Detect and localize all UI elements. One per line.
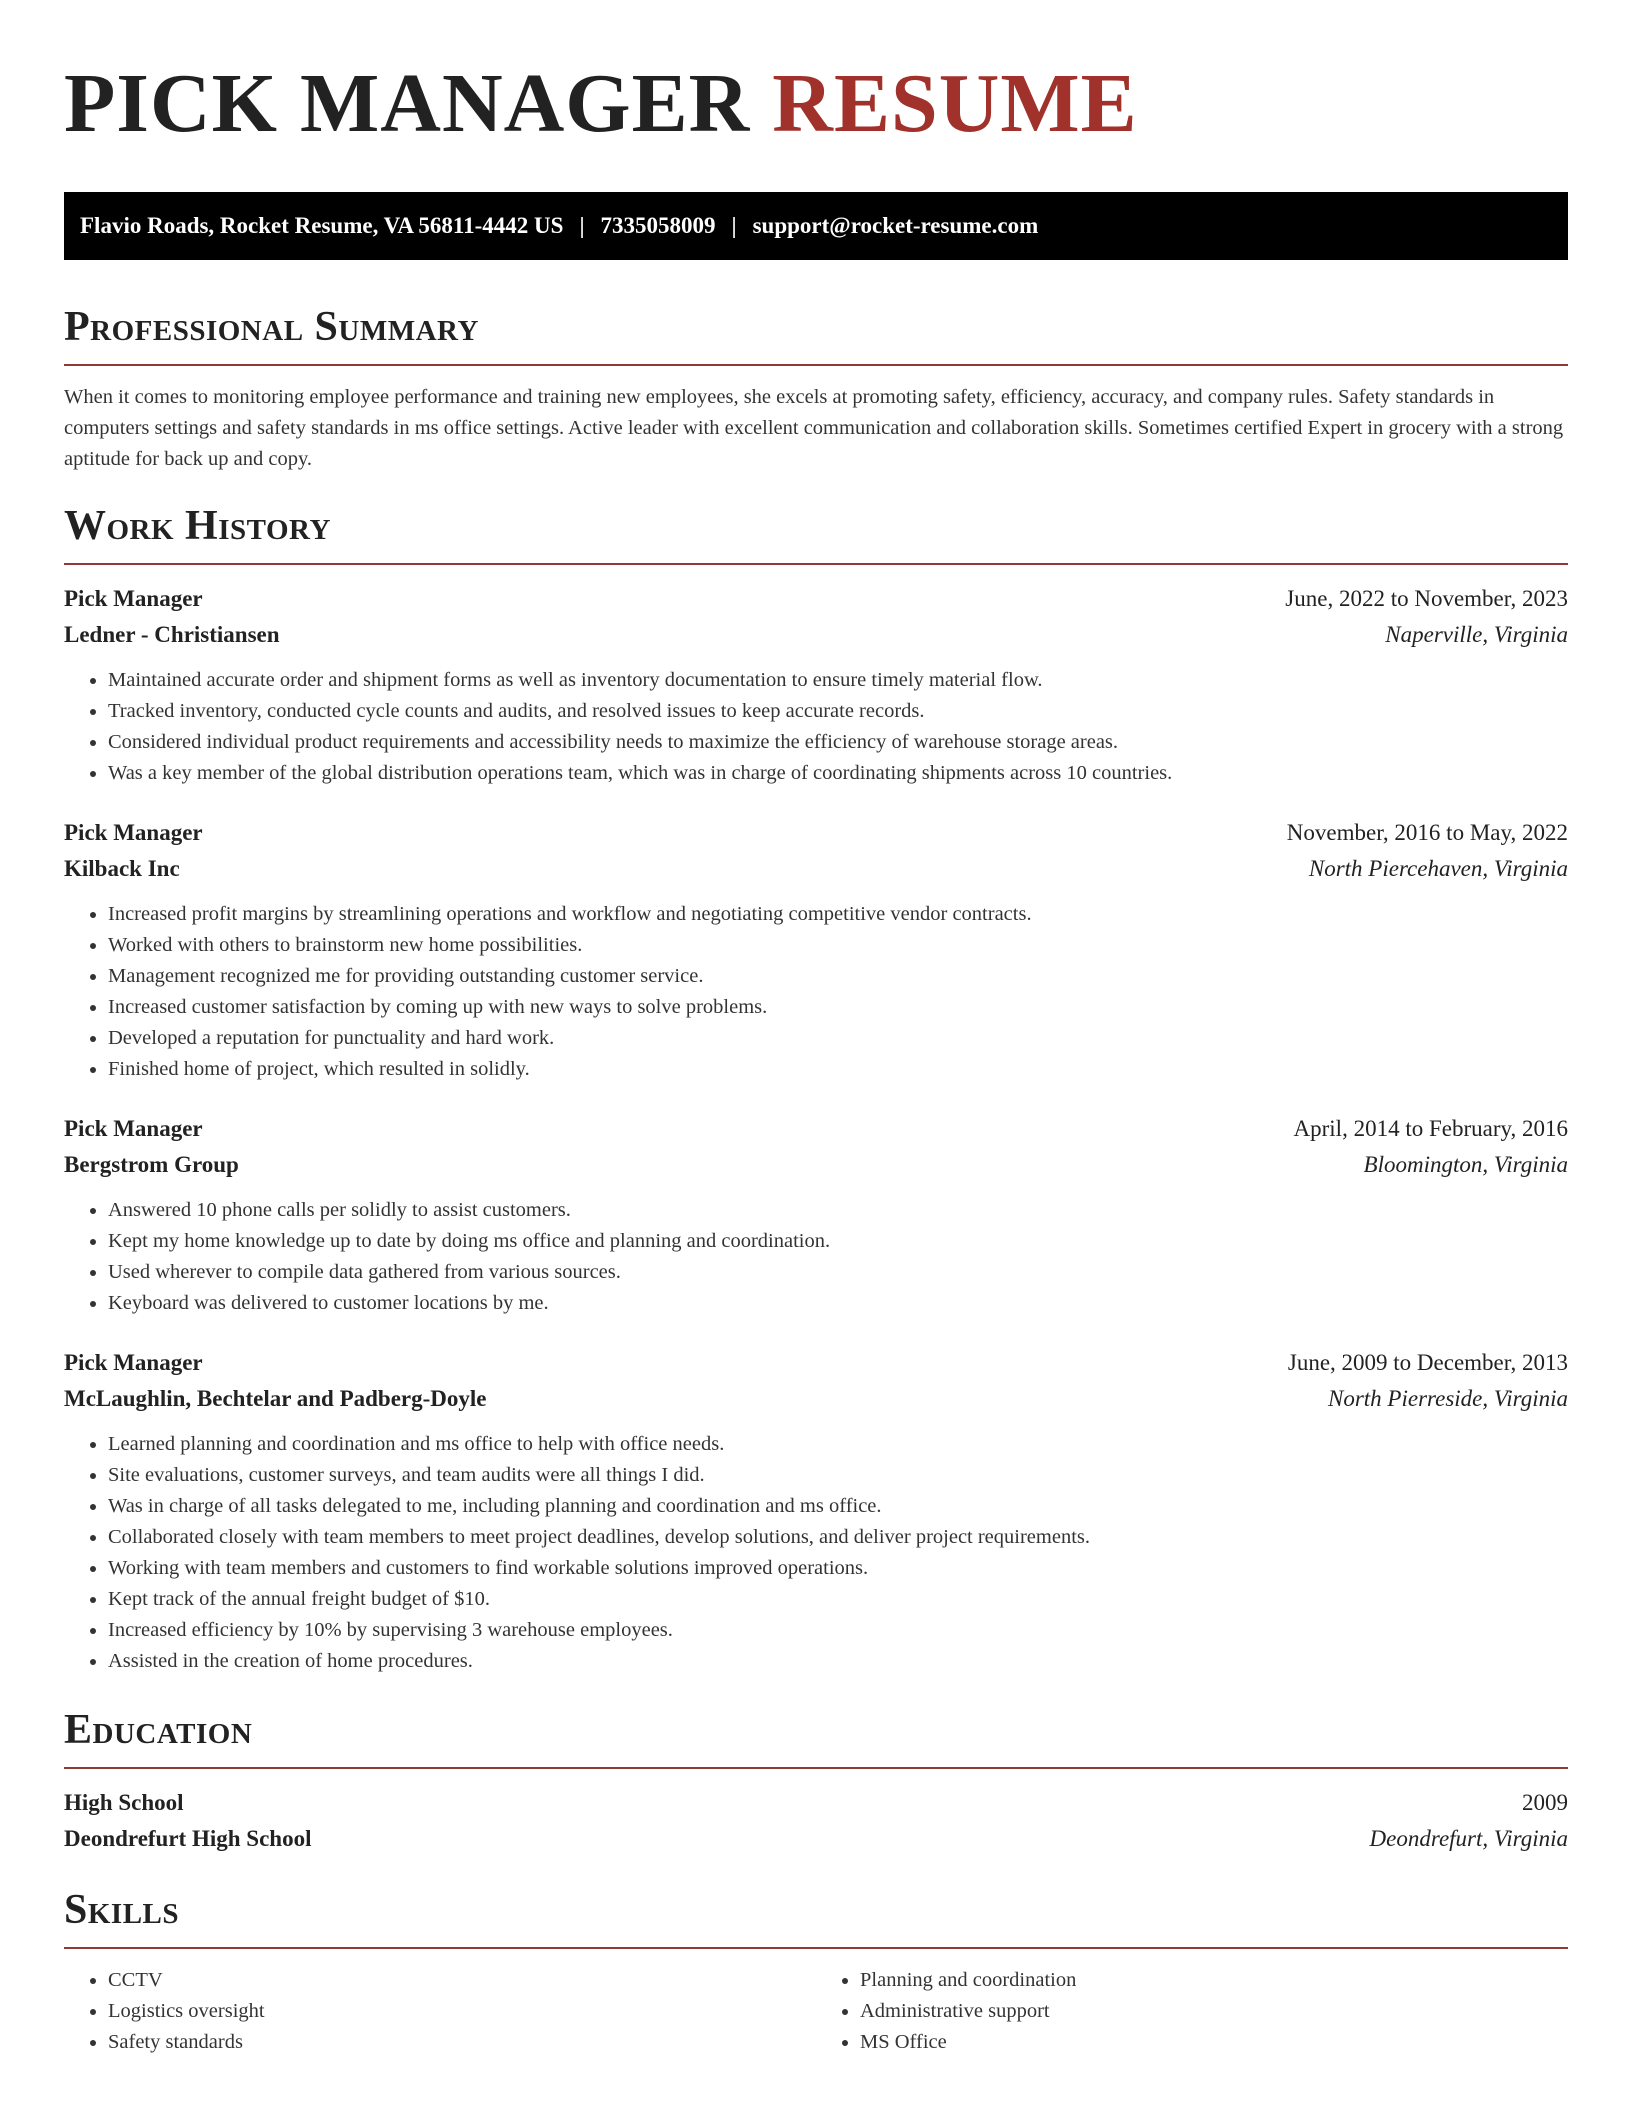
job-entry	[64, 1111, 1568, 1319]
job-title: Pick Manager	[64, 820, 203, 845]
summary-text: When it comes to monitoring employee performance and training new employees, she excels at promoting safety, efficiency, accuracy, and company rules. Safety standards in computers settings and safety standards in ms office settings. Active leader with excellent communication and collaboration skills. Sometimes certified Expert in grocery with a strong aptitude for back up and copy.	[64, 386, 1564, 470]
job-bullet: • Increased profit margins by streamlining operations and workflow and negotiating competitive vendor contracts.	[108, 899, 1568, 930]
job-bullets	[64, 665, 1568, 789]
job-bullet: • Keyboard was delivered to customer locations by me.	[108, 1288, 1568, 1319]
education-year: 2009	[1522, 1790, 1568, 1815]
skills-list	[64, 1965, 1568, 2058]
skills-section	[64, 1885, 1568, 2058]
summary-heading: Professional Summary	[64, 304, 479, 350]
skill-item: • Planning and coordination	[860, 1965, 1568, 1996]
job-location: Bloomington, Virginia	[1363, 1152, 1568, 1177]
job-bullet: • Considered individual product requirements and accessibility needs to maximize the efficiency of warehouse storage areas.	[108, 727, 1568, 758]
job-dates: June, 2022 to November, 2023	[1285, 586, 1568, 611]
section-divider	[64, 1947, 1568, 1949]
work-history-section	[64, 501, 1568, 1677]
job-dates: November, 2016 to May, 2022	[1286, 820, 1568, 845]
education-heading: Education	[64, 1707, 253, 1753]
job-location: North Pierreside, Virginia	[1328, 1386, 1568, 1411]
section-divider	[64, 563, 1568, 565]
section-divider	[64, 364, 1568, 366]
job-entry	[64, 1345, 1568, 1677]
job-location: Naperville, Virginia	[1385, 622, 1568, 647]
job-bullet: • Developed a reputation for punctuality and hard work.	[108, 1023, 1568, 1054]
job-bullet: • Increased customer satisfaction by coming up with new ways to solve problems.	[108, 992, 1568, 1023]
skills-column-right	[816, 1965, 1568, 2058]
job-bullet: • Assisted in the creation of home procedures.	[108, 1646, 1568, 1677]
job-bullet: • Used wherever to compile data gathered from various sources.	[108, 1257, 1568, 1288]
job-bullet: • Working with team members and customers to find workable solutions improved operations.	[108, 1553, 1568, 1584]
work-history-heading: Work History	[64, 503, 331, 549]
job-dates: April, 2014 to February, 2016	[1293, 1116, 1568, 1141]
skills-heading: Skills	[64, 1887, 180, 1933]
skill-item: • Safety standards	[108, 2027, 816, 2058]
job-bullet: • Answered 10 phone calls per solidly to assist customers.	[108, 1195, 1568, 1226]
title-accent: RESUME	[772, 57, 1138, 150]
job-dates: June, 2009 to December, 2013	[1287, 1350, 1568, 1375]
job-title: Pick Manager	[64, 1350, 203, 1375]
education-degree: High School	[64, 1790, 184, 1815]
job-bullet: • Was a key member of the global distribution operations team, which was in charge of coordinating shipments across 10 countries.	[108, 758, 1568, 789]
job-company: Ledner - Christiansen	[64, 622, 280, 647]
job-bullet: • Maintained accurate order and shipment forms as well as inventory documentation to ensure timely material flow.	[108, 665, 1568, 696]
job-entry	[64, 581, 1568, 789]
skill-item: • CCTV	[108, 1965, 816, 1996]
job-bullet: • Increased efficiency by 10% by supervising 3 warehouse employees.	[108, 1615, 1568, 1646]
job-company: McLaughlin, Bechtelar and Padberg-Doyle	[64, 1386, 487, 1411]
contact-bar	[64, 192, 1568, 260]
job-entry	[64, 815, 1568, 1085]
contact-email: support@rocket-resume.com	[752, 213, 1039, 238]
job-bullets	[64, 1195, 1568, 1319]
education-school: Deondrefurt High School	[64, 1826, 312, 1851]
skill-item: • MS Office	[860, 2027, 1568, 2058]
job-company: Kilback Inc	[64, 856, 180, 881]
job-bullet: • Kept my home knowledge up to date by doing ms office and planning and coordination.	[108, 1226, 1568, 1257]
job-location: North Piercehaven, Virginia	[1308, 856, 1568, 881]
job-bullets	[64, 1429, 1568, 1677]
education-section	[64, 1705, 1568, 1857]
skills-column-left	[64, 1965, 816, 2058]
skill-item: • Logistics oversight	[108, 1996, 816, 2027]
job-title: Pick Manager	[64, 586, 203, 611]
education-location: Deondrefurt, Virginia	[1369, 1826, 1568, 1851]
job-bullet: • Learned planning and coordination and ms office to help with office needs.	[108, 1429, 1568, 1460]
job-bullet: • Finished home of project, which resulted in solidly.	[108, 1054, 1568, 1085]
contact-separator: |	[731, 213, 737, 238]
resume-title	[64, 0, 1568, 150]
job-bullet: • Collaborated closely with team members to meet project deadlines, develop solutions, and deliver project requirements.	[108, 1522, 1568, 1553]
job-bullet: • Kept track of the annual freight budget of $10.	[108, 1584, 1568, 1615]
job-title: Pick Manager	[64, 1116, 203, 1141]
job-company: Bergstrom Group	[64, 1152, 239, 1177]
contact-phone: 7335058009	[600, 213, 716, 238]
skill-item: • Administrative support	[860, 1996, 1568, 2027]
job-bullets	[64, 899, 1568, 1085]
job-bullet: • Was in charge of all tasks delegated to me, including planning and coordination and ms office.	[108, 1491, 1568, 1522]
job-bullet: • Tracked inventory, conducted cycle counts and audits, and resolved issues to keep accurate records.	[108, 696, 1568, 727]
contact-address: Flavio Roads, Rocket Resume, VA 56811-4442 US	[80, 213, 564, 238]
summary-section	[64, 302, 1568, 475]
job-bullet: • Management recognized me for providing outstanding customer service.	[108, 961, 1568, 992]
section-divider	[64, 1767, 1568, 1769]
contact-separator: |	[579, 213, 585, 238]
title-main: PICK MANAGER	[64, 57, 751, 150]
job-bullet: • Worked with others to brainstorm new home possibilities.	[108, 930, 1568, 961]
job-bullet: • Site evaluations, customer surveys, and team audits were all things I did.	[108, 1460, 1568, 1491]
